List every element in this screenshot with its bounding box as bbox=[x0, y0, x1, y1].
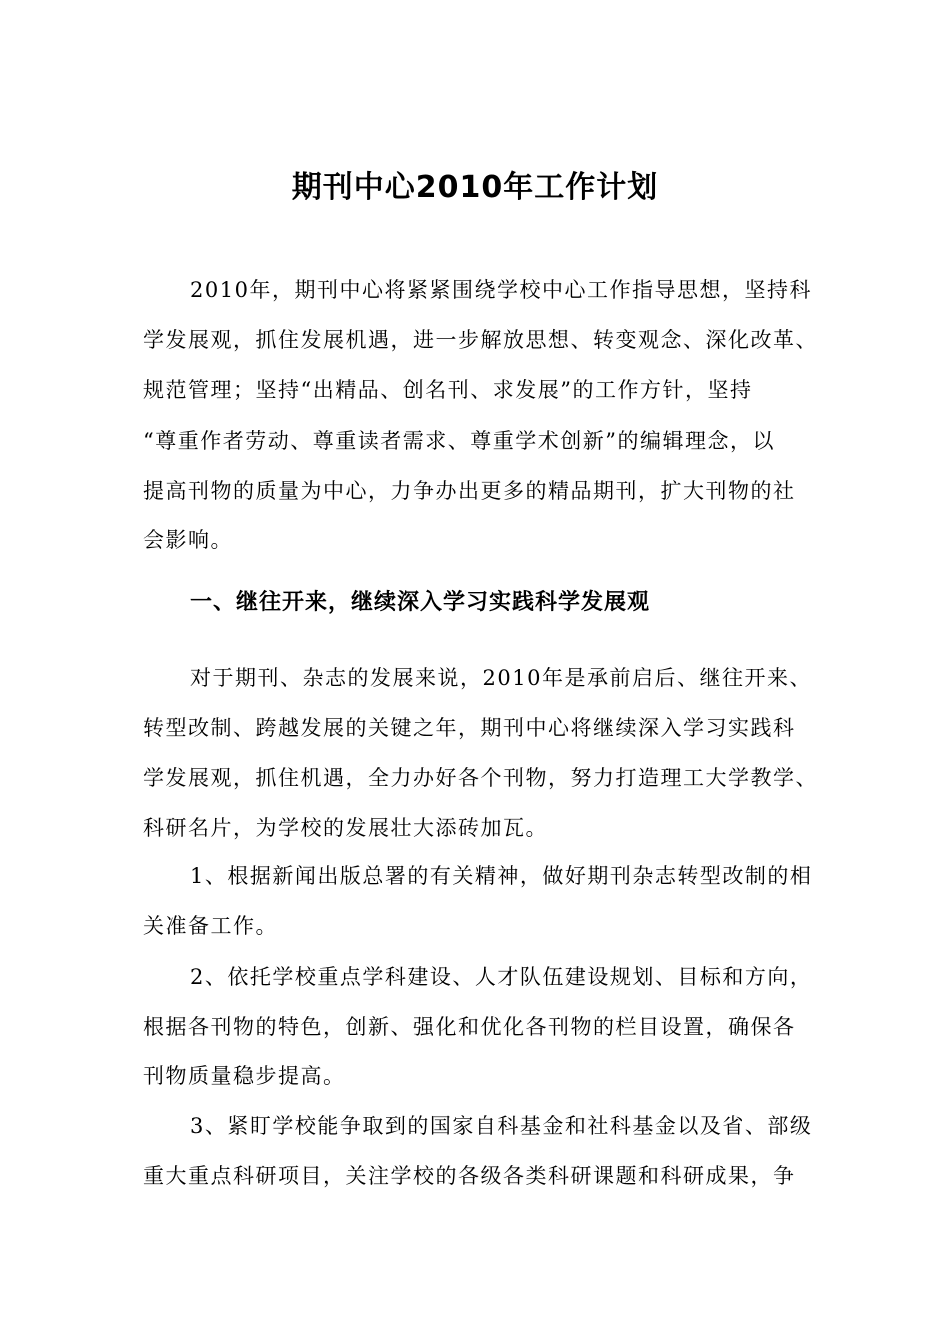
item-2-line-3: 刊物质量稳步提高。 bbox=[143, 1064, 346, 1088]
intro-line-5: 提高刊物的质量为中心，力争办出更多的精品期刊，扩大刊物的社 bbox=[143, 479, 796, 503]
item-1-line-1: 1、根据新闻出版总署的有关精神，做好期刊杂志转型改制的相 bbox=[190, 864, 813, 888]
section-1-line-1: 对于期刊、杂志的发展来说，2010年是承前启后、继往开来、 bbox=[190, 666, 812, 690]
item-2-line-1: 2、依托学校重点学科建设、人才队伍建设规划、目标和方向， bbox=[190, 965, 813, 989]
intro-line-1: 2010年，期刊中心将紧紧围绕学校中心工作指导思想，坚持科 bbox=[190, 278, 812, 302]
intro-line-3: 规范管理；坚持“出精品、创名刊、求发展”的工作方针，坚持 bbox=[143, 378, 753, 402]
document-title: 期刊中心2010年工作计划 bbox=[291, 170, 659, 205]
intro-line-2: 学发展观，抓住发展机遇，进一步解放思想、转变观念、深化改革、 bbox=[143, 328, 818, 352]
item-2-line-2: 根据各刊物的特色，创新、强化和优化各刊物的栏目设置，确保各 bbox=[143, 1015, 796, 1039]
section-1-line-3: 学发展观，抓住机遇，全力办好各个刊物，努力打造理工大学教学、 bbox=[143, 766, 818, 790]
section-1-heading: 一、继往开来，继续深入学习实践科学发展观 bbox=[190, 590, 651, 615]
item-3-line-2: 重大重点科研项目，关注学校的各级各类科研课题和科研成果，争 bbox=[143, 1164, 796, 1188]
item-3-line-1: 3、紧盯学校能争取到的国家自科基金和社科基金以及省、部级 bbox=[190, 1114, 813, 1138]
section-1-line-2: 转型改制、跨越发展的关键之年，期刊中心将继续深入学习实践科 bbox=[143, 716, 796, 740]
intro-line-4: “尊重作者劳动、尊重读者需求、尊重学术创新”的编辑理念，以 bbox=[143, 429, 775, 453]
section-1-line-4: 科研名片，为学校的发展壮大添砖加瓦。 bbox=[143, 816, 548, 840]
item-1-line-2: 关准备工作。 bbox=[143, 914, 278, 938]
intro-line-6: 会影响。 bbox=[143, 528, 233, 552]
